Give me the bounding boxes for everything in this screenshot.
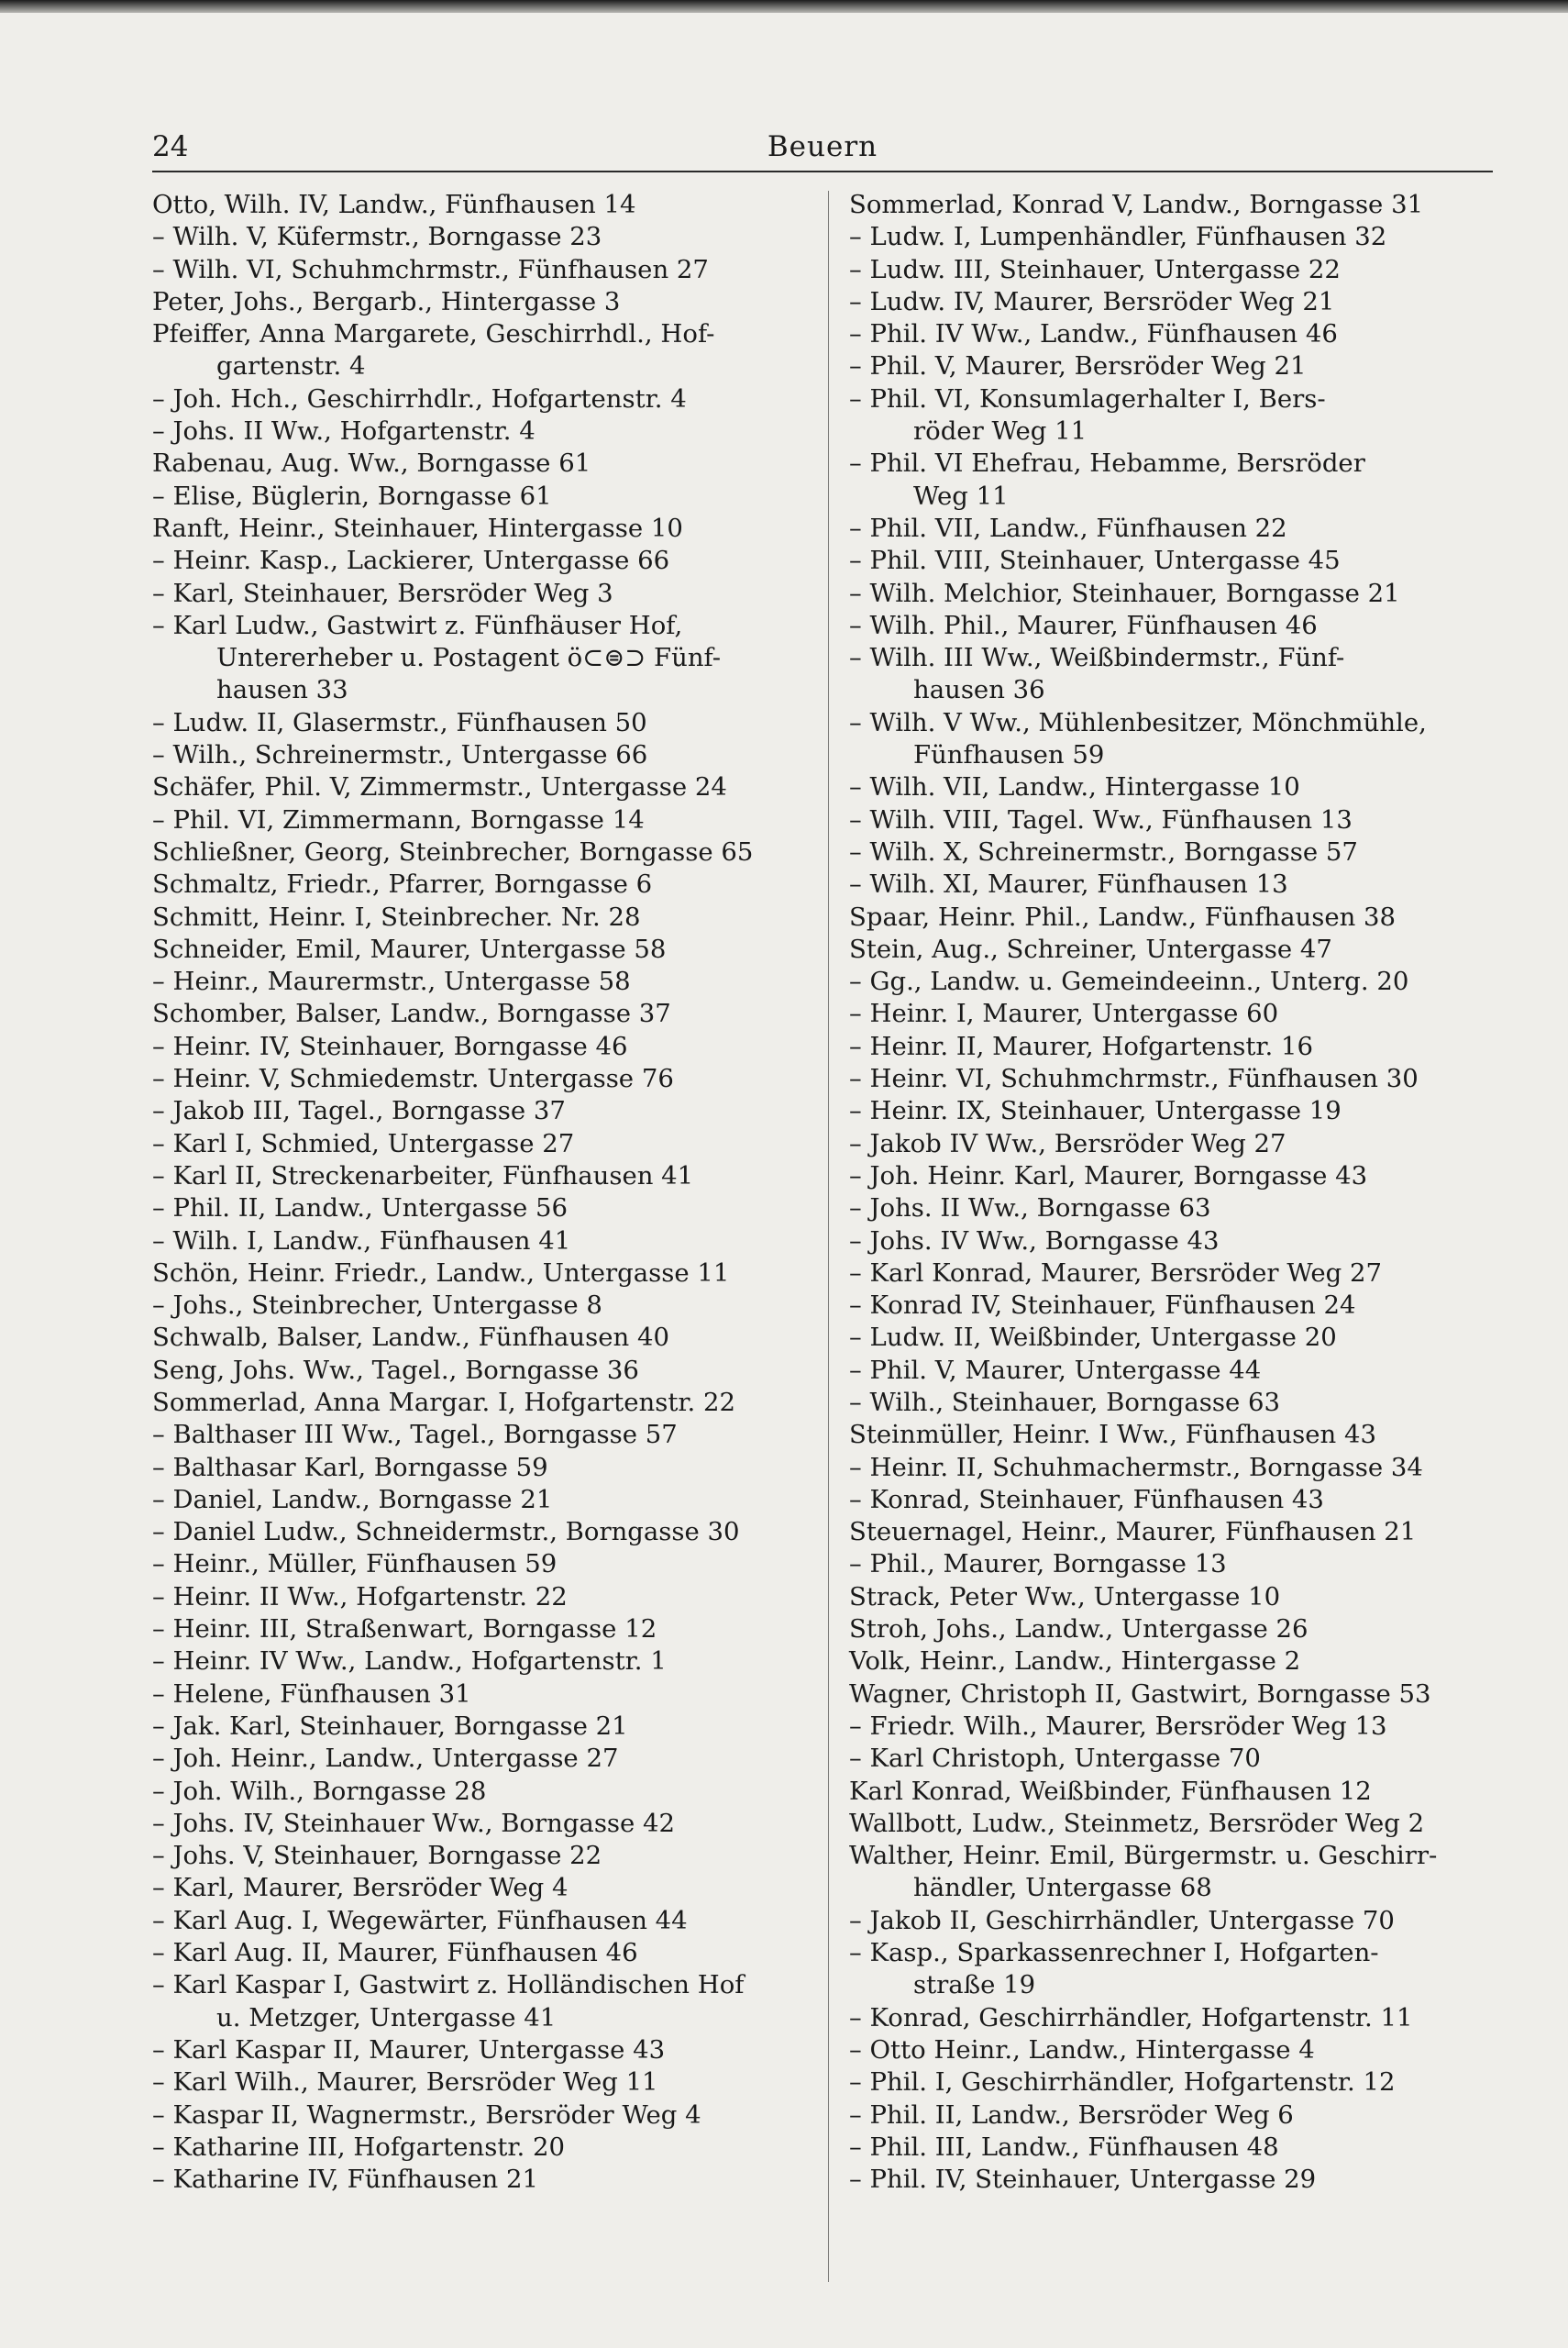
page-number: 24: [152, 130, 189, 163]
directory-entry-line: – Phil. III, Landw., Fünfhausen 48: [849, 2132, 1279, 2162]
directory-entry-line: Schließner, Georg, Steinbrecher, Borngasse 65: [152, 836, 754, 867]
directory-entry-line: Sommerlad, Konrad V, Landw., Borngasse 31: [849, 190, 1424, 219]
directory-entry-line: – Joh. Heinr. Karl, Maurer, Borngasse 43: [849, 1160, 1368, 1191]
directory-entry-line: Wallbott, Ludw., Steinmetz, Bersröder Weg 2: [849, 1808, 1425, 1838]
directory-entry-line: gartenstr. 4: [216, 351, 366, 382]
directory-entry-line: Ranft, Heinr., Steinhauer, Hintergasse 10: [152, 513, 683, 543]
directory-entry-line: – Jakob IV Ww., Bersröder Weg 27: [849, 1128, 1286, 1158]
directory-entry-line: – Phil. VIII, Steinhauer, Untergasse 45: [849, 546, 1341, 576]
directory-entry-line: – Wilh., Steinhauer, Borngasse 63: [849, 1387, 1281, 1417]
directory-entry-line: Peter, Johs., Bergarb., Hintergasse 3: [152, 286, 621, 316]
directory-entry-line: – Phil. V, Maurer, Bersröder Weg 21: [849, 351, 1307, 382]
directory-entry-line: – Konrad IV, Steinhauer, Fünfhausen 24: [849, 1290, 1356, 1321]
column-divider: [828, 191, 829, 2282]
directory-entry-line: Fünfhausen 59: [913, 740, 1105, 770]
directory-entry-line: Sommerlad, Anna Margar. I, Hofgartenstr. 22: [152, 1387, 735, 1417]
directory-entry-line: Wagner, Christoph II, Gastwirt, Borngasse 53: [849, 1678, 1431, 1709]
directory-entry-line: – Konrad, Geschirrhändler, Hofgartenstr. 11: [849, 2002, 1413, 2032]
directory-entry-line: – Johs. II Ww., Borngasse 63: [849, 1193, 1211, 1224]
directory-entry-line: – Karl Konrad, Maurer, Bersröder Weg 27: [849, 1257, 1382, 1288]
directory-entry-line: – Joh. Wilh., Borngasse 28: [152, 1776, 487, 1806]
directory-entry-line: Steuernagel, Heinr., Maurer, Fünfhausen 21: [849, 1517, 1417, 1547]
directory-entry-line: röder Weg 11: [913, 416, 1088, 447]
directory-entry-line: – Jakob II, Geschirrhändler, Untergasse 70: [849, 1905, 1395, 1935]
directory-entry-line: Schwalb, Balser, Landw., Fünfhausen 40: [152, 1323, 669, 1353]
directory-entry-line: – Karl Ludw., Gastwirt z. Fünfhäuser Hof,: [152, 610, 683, 640]
directory-entry-line: Weg 11: [913, 481, 1009, 511]
directory-entry-line: – Wilh. VII, Landw., Hintergasse 10: [849, 772, 1300, 803]
directory-entry-line: – Phil. IV, Steinhauer, Untergasse 29: [849, 2165, 1317, 2195]
directory-entry-line: Spaar, Heinr. Phil., Landw., Fünfhausen 38: [849, 902, 1397, 932]
directory-entry-line: – Jak. Karl, Steinhauer, Borngasse 21: [152, 1711, 628, 1741]
directory-entry-line: hausen 36: [913, 675, 1045, 705]
directory-entry-line: Karl Konrad, Weißbinder, Fünfhausen 12: [849, 1776, 1372, 1806]
directory-entry-line: – Balthasar Karl, Borngasse 59: [152, 1452, 548, 1482]
directory-entry-line: – Wilh. VI, Schuhmchrmstr., Fünfhausen 27: [152, 254, 709, 284]
directory-entry-line: – Joh. Heinr., Landw., Untergasse 27: [152, 1744, 619, 1774]
directory-entry-line: Schmaltz, Friedr., Pfarrer, Borngasse 6: [152, 869, 653, 900]
directory-entry-line: – Phil. VI, Zimmermann, Borngasse 14: [152, 804, 645, 835]
directory-entry-line: – Elise, Büglerin, Borngasse 61: [152, 481, 552, 511]
directory-entry-line: – Karl Aug. I, Wegewärter, Fünfhausen 44: [152, 1905, 688, 1935]
directory-entry-line: – Wilh. V Ww., Mühlenbesitzer, Mönchmühle,: [849, 707, 1427, 737]
directory-entry-line: – Wilh. I, Landw., Fünfhausen 41: [152, 1225, 571, 1256]
directory-entry-line: – Karl Wilh., Maurer, Bersröder Weg 11: [152, 2067, 658, 2098]
directory-entry-line: – Heinr. II, Schuhmachermstr., Borngasse 34: [849, 1452, 1423, 1482]
directory-entry-line: – Phil. II, Landw., Bersröder Weg 6: [849, 2099, 1294, 2130]
directory-entry-line: – Konrad, Steinhauer, Fünfhausen 43: [849, 1484, 1324, 1514]
directory-entry-line: – Helene, Fünfhausen 31: [152, 1678, 471, 1709]
directory-entry-line: – Heinr. IV Ww., Landw., Hofgartenstr. 1: [152, 1646, 667, 1677]
directory-entry-line: Stroh, Johs., Landw., Untergasse 26: [849, 1614, 1309, 1645]
directory-entry-line: – Ludw. II, Glasermstr., Fünfhausen 50: [152, 707, 647, 737]
directory-entry-line: – Katharine IV, Fünfhausen 21: [152, 2165, 538, 2195]
directory-entry-line: – Karl II, Streckenarbeiter, Fünfhausen 41: [152, 1160, 694, 1191]
directory-entry-line: – Daniel Ludw., Schneidermstr., Borngasse 30: [152, 1517, 740, 1547]
right-column: [849, 189, 1493, 2289]
directory-entry-line: Volk, Heinr., Landw., Hintergasse 2: [849, 1646, 1301, 1677]
directory-entry-line: – Heinr. V, Schmiedemstr. Untergasse 76: [152, 1064, 674, 1094]
directory-entry-line: – Balthaser III Ww., Tagel., Borngasse 57: [152, 1420, 678, 1450]
directory-entry-line: – Heinr. I, Maurer, Untergasse 60: [849, 999, 1279, 1029]
directory-entry-line: – Karl Aug. II, Maurer, Fünfhausen 46: [152, 1938, 638, 1968]
scan-top-edge: [0, 0, 1568, 13]
directory-entry-line: – Johs. IV Ww., Borngasse 43: [849, 1225, 1220, 1256]
directory-entry-line: Steinmüller, Heinr. I Ww., Fünfhausen 43: [849, 1420, 1377, 1450]
directory-entry-line: – Ludw. I, Lumpenhändler, Fünfhausen 32: [849, 222, 1387, 252]
directory-entry-line: – Karl, Maurer, Bersröder Weg 4: [152, 1873, 569, 1903]
directory-entry-line: – Johs. IV, Steinhauer Ww., Borngasse 42: [152, 1808, 676, 1838]
directory-entry-line: – Wilh. Melchior, Steinhauer, Borngasse 21: [849, 578, 1400, 608]
directory-entry-line: – Heinr. IX, Steinhauer, Untergasse 19: [849, 1096, 1342, 1126]
directory-entry-line: – Wilh. XI, Maurer, Fünfhausen 13: [849, 869, 1288, 900]
directory-entry-line: Schneider, Emil, Maurer, Untergasse 58: [152, 934, 667, 964]
directory-entry-line: – Otto Heinr., Landw., Hintergasse 4: [849, 2034, 1315, 2065]
directory-entry-line: – Ludw. III, Steinhauer, Untergasse 22: [849, 254, 1341, 284]
directory-entry-line: – Karl Christoph, Untergasse 70: [849, 1744, 1261, 1774]
directory-entry-line: – Heinr., Müller, Fünfhausen 59: [152, 1549, 558, 1579]
directory-entry-line: – Karl I, Schmied, Untergasse 27: [152, 1128, 575, 1158]
directory-entry-line: Strack, Peter Ww., Untergasse 10: [849, 1581, 1281, 1611]
directory-entry-line: straße 19: [913, 1970, 1036, 2000]
directory-entry-line: – Ludw. IV, Maurer, Bersröder Weg 21: [849, 286, 1335, 316]
directory-entry-line: – Karl Kaspar II, Maurer, Untergasse 43: [152, 2034, 666, 2065]
directory-entry-line: – Katharine III, Hofgartenstr. 20: [152, 2132, 565, 2162]
directory-entry-line: – Phil., Maurer, Borngasse 13: [849, 1549, 1227, 1579]
directory-entry-line: Untererheber u. Postagent ö⊂⊜⊃ Fünf-: [216, 643, 722, 673]
directory-entry-line: – Friedr. Wilh., Maurer, Bersröder Weg 13: [849, 1711, 1387, 1741]
directory-entry-line: – Gg., Landw. u. Gemeindeeinn., Unterg. 20: [849, 967, 1409, 997]
directory-entry-line: – Phil. IV Ww., Landw., Fünfhausen 46: [849, 319, 1338, 349]
directory-entry-line: – Wilh. III Ww., Weißbindermstr., Fünf-: [849, 643, 1345, 673]
directory-entry-line: – Kaspar II, Wagnermstr., Bersröder Weg 4: [152, 2099, 701, 2130]
directory-entry-line: – Phil. V, Maurer, Untergasse 44: [849, 1355, 1262, 1385]
directory-entry-line: – Heinr. Kasp., Lackierer, Untergasse 66: [152, 546, 670, 576]
directory-entry-line: – Johs., Steinbrecher, Untergasse 8: [152, 1290, 602, 1321]
directory-entry-line: Schmitt, Heinr. I, Steinbrecher. Nr. 28: [152, 902, 641, 932]
directory-entry-line: u. Metzger, Untergasse 41: [216, 2002, 557, 2032]
directory-entry-line: – Heinr. II, Maurer, Hofgartenstr. 16: [849, 1031, 1314, 1061]
directory-entry-line: Stein, Aug., Schreiner, Untergasse 47: [849, 934, 1332, 964]
directory-entry-line: – Johs. V, Steinhauer, Borngasse 22: [152, 1841, 602, 1871]
directory-entry-line: – Heinr. III, Straßenwart, Borngasse 12: [152, 1614, 657, 1645]
directory-entry-line: – Karl, Steinhauer, Bersröder Weg 3: [152, 578, 613, 608]
directory-entry-line: – Wilh. Phil., Maurer, Fünfhausen 46: [849, 610, 1318, 640]
directory-entry-line: – Karl Kaspar I, Gastwirt z. Holländischen Hof: [152, 1970, 745, 2000]
page-header: [152, 127, 1493, 172]
directory-entry-line: Otto, Wilh. IV, Landw., Fünfhausen 14: [152, 190, 636, 219]
directory-entry-line: – Daniel, Landw., Borngasse 21: [152, 1484, 553, 1514]
directory-entry-line: Schön, Heinr. Friedr., Landw., Untergasse 11: [152, 1257, 730, 1288]
directory-entry-line: – Wilh. VIII, Tagel. Ww., Fünfhausen 13: [849, 804, 1353, 835]
directory-entry-line: – Wilh. X, Schreinermstr., Borngasse 57: [849, 836, 1358, 867]
directory-entry-line: – Heinr. II Ww., Hofgartenstr. 22: [152, 1581, 568, 1611]
directory-entry-line: hausen 33: [216, 675, 348, 705]
directory-entry-line: Schäfer, Phil. V, Zimmermstr., Untergasse 24: [152, 772, 727, 803]
directory-entry-line: – Joh. Hch., Geschirrhdlr., Hofgartenstr. 4: [152, 383, 687, 414]
directory-entry-line: Pfeiffer, Anna Margarete, Geschirrhdl., Hof-: [152, 319, 715, 349]
directory-entry-line: – Phil. VI, Konsumlagerhalter I, Bers-: [849, 383, 1326, 414]
directory-entry-line: – Phil. VII, Landw., Fünfhausen 22: [849, 513, 1287, 543]
directory-entry-line: Walther, Heinr. Emil, Bürgermstr. u. Geschirr-: [849, 1841, 1438, 1871]
directory-entry-line: – Heinr., Maurermstr., Untergasse 58: [152, 967, 631, 997]
directory-entry-line: – Kasp., Sparkassenrechner I, Hofgarten-: [849, 1938, 1379, 1968]
directory-entry-line: Rabenau, Aug. Ww., Borngasse 61: [152, 449, 591, 479]
directory-entry-line: – Phil. VI Ehefrau, Hebamme, Bersröder: [849, 449, 1365, 479]
directory-entry-line: – Wilh., Schreinermstr., Untergasse 66: [152, 740, 648, 770]
left-column: [152, 189, 811, 2289]
directory-entry-line: – Wilh. V, Küfermstr., Borngasse 23: [152, 222, 602, 252]
directory-entry-line: – Ludw. II, Weißbinder, Untergasse 20: [849, 1323, 1337, 1353]
directory-entry-line: – Johs. II Ww., Hofgartenstr. 4: [152, 416, 536, 447]
directory-entry-line: händler, Untergasse 68: [913, 1873, 1212, 1903]
directory-entry-line: – Heinr. VI, Schuhmchrmstr., Fünfhausen 30: [849, 1064, 1419, 1094]
directory-entry-line: – Phil. I, Geschirrhändler, Hofgartenstr. 12: [849, 2067, 1396, 2098]
directory-entry-line: – Heinr. IV, Steinhauer, Borngasse 46: [152, 1031, 628, 1061]
directory-entry-line: Schomber, Balser, Landw., Borngasse 37: [152, 999, 671, 1029]
directory-entry-line: Seng, Johs. Ww., Tagel., Borngasse 36: [152, 1355, 639, 1385]
directory-entry-line: – Phil. II, Landw., Untergasse 56: [152, 1193, 569, 1224]
running-head-title: Beuern: [767, 130, 878, 163]
directory-entry-line: – Jakob III, Tagel., Borngasse 37: [152, 1096, 566, 1126]
